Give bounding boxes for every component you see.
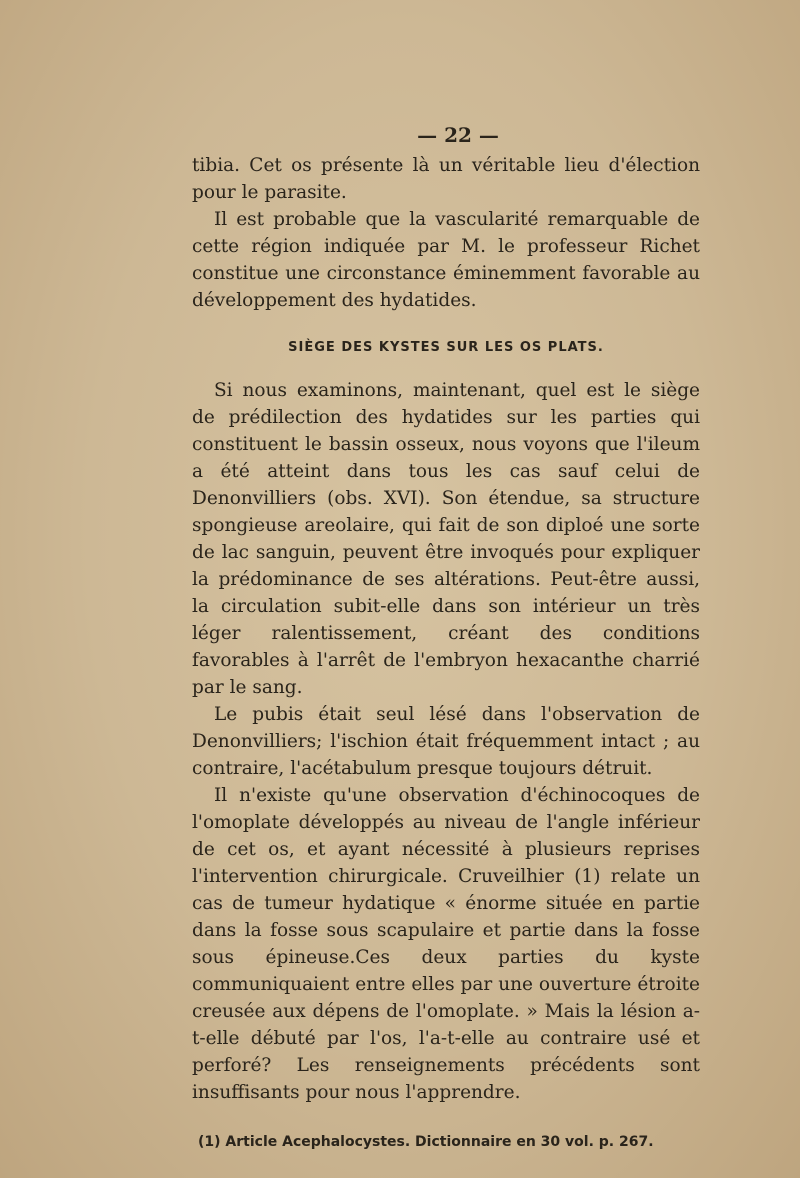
paragraph-vascularity: Il est probable que la vascularité remarquable de cette région indiquée par M. le professeur Richet constitue une circonstance éminemment favorable au développement des hydatides. — [192, 209, 700, 311]
paragraph-ileum: Si nous examinons, maintenant, quel est le siège de prédilection des hydatides sur les parties qui constituent le bassin osseux, nous voyons que l'ileum a été atteint dans tous les cas sauf celui de Denonvilliers (obs. XVI). Son étendue, sa structure spongieuse areolaire, qui fait de son diploé une sorte de lac sanguin, peuvent être invoqués pour expliquer la prédominance de ses altérations. Peut-être aussi, la circulation subit-elle dans son intérieur un très léger ralentissement, créant des conditions favorables à l'arrêt de l'embryon hexacanthe charrié par le sang. — [192, 380, 700, 698]
footnote: (1) Article Acephalocystes. Dictionnaire en 30 vol. p. 267. — [198, 1134, 654, 1150]
paragraph-pubis: Le pubis était seul lésé dans l'observation de Denonvilliers; l'ischion était fréquemment intact ; au contraire, l'acétabulum presque toujours détruit. — [192, 704, 700, 779]
paragraph-omoplate: Il n'existe qu'une observation d'échinocoques de l'omoplate développés au niveau de l'angle inférieur de cet os, et ayant nécessité à plusieurs reprises l'intervention chirurgicale. Cruveilhier (1) relate un cas de tumeur hydatique « énorme située en partie dans la fosse sous scapulaire et partie dans la fosse sous épineuse.Ces deux parties du kyste communiquaient entre elles par une ouverture étroite creusée aux dépens de l'omoplate. » Mais la lésion a-t-elle débuté par l'os, l'a-t-elle au contraire usé et perforé? Les renseignements précédents sont insuffisants pour nous l'apprendre. — [192, 785, 700, 1103]
page-number: — 22 — — [417, 123, 499, 147]
paragraph-continuation: tibia. Cet os présente là un véritable lieu d'élection pour le parasite. — [192, 155, 700, 203]
book-page — [192, 118, 700, 1150]
section-heading: SIÈGE DES KYSTES SUR LES OS PLATS. — [288, 340, 604, 355]
